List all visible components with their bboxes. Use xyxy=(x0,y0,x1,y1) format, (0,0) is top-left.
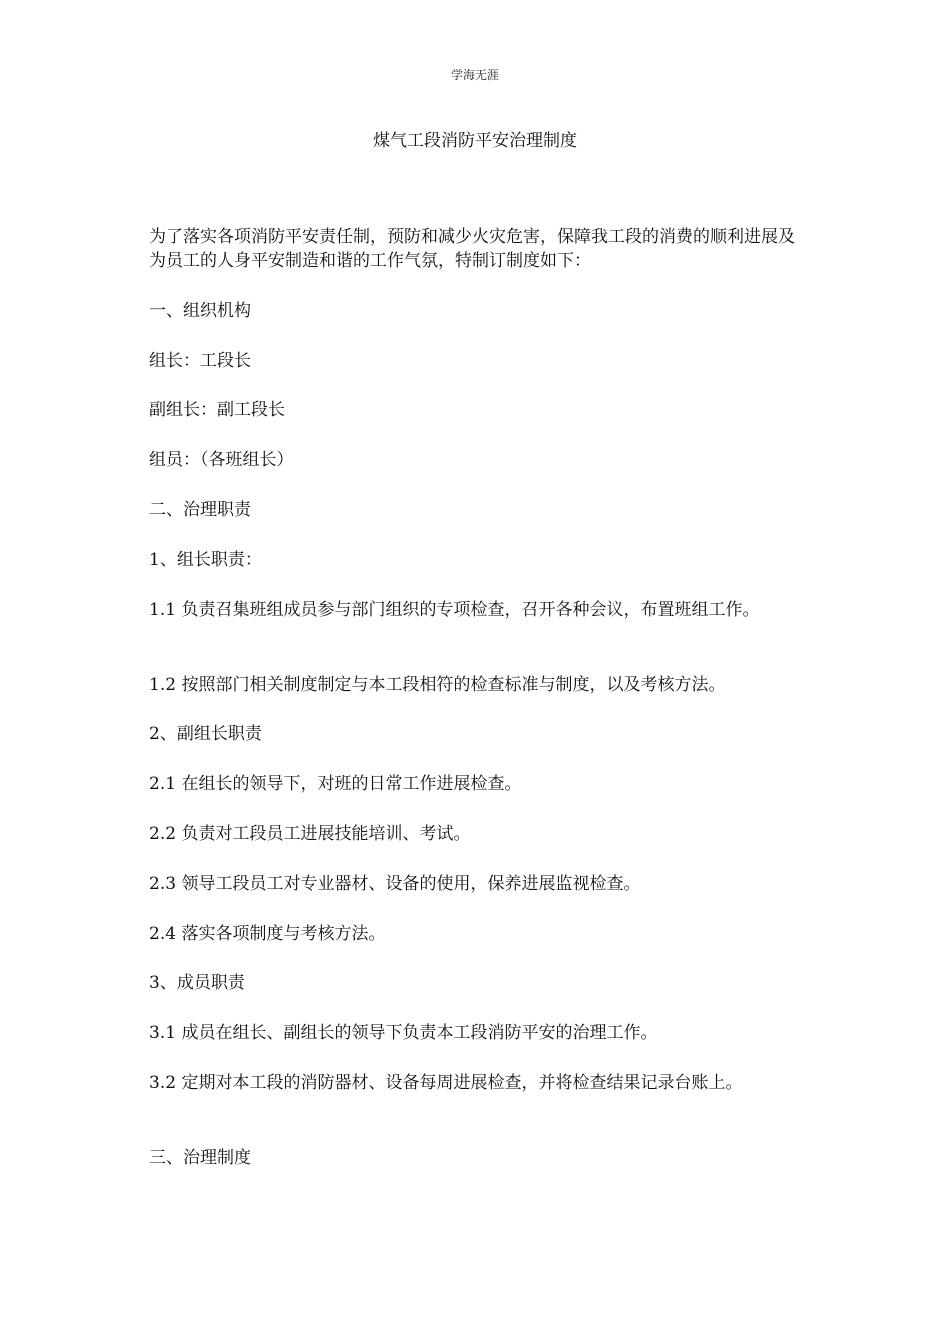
paragraph-2-4: 2.4 落实各项制度与考核方法。 xyxy=(149,924,386,944)
subheading-2: 2、副组长职责 xyxy=(149,724,262,744)
paragraph-2-1: 2.1 在组长的领导下，对班的日常工作进展检查。 xyxy=(149,774,522,794)
section-heading-1: 一、组织机构 xyxy=(149,301,251,321)
paragraph-1-1: 1.1 负责召集班组成员参与部门组织的专项检查，召开各种会议，布置班组工作。 xyxy=(149,600,760,620)
paragraph-1-2: 1.2 按照部门相关制度制定与本工段相符的检查标准与制度，以及考核方法。 xyxy=(149,675,726,695)
paragraph-3-2: 3.2 定期对本工段的消防器材、设备每周进展检查，并将检查结果记录台账上。 xyxy=(149,1073,743,1093)
page-header: 学海无涯 xyxy=(450,68,499,82)
section-heading-3: 三、治理制度 xyxy=(149,1148,251,1168)
paragraph-2-3: 2.3 领导工段员工对专业器材、设备的使用，保养进展监视检查。 xyxy=(149,874,641,894)
subheading-3: 3、成员职责 xyxy=(149,973,245,993)
intro-paragraph: 为了落实各项消防平安责任制，预防和减少火灾危害，保障我工段的消费的顺利进展及为员工的人身平安制造和谐的工作气氛，特制订制度如下： xyxy=(149,227,795,271)
paragraph-deputy-leader: 副组长：副工段长 xyxy=(149,400,285,420)
subheading-1: 1、组长职责： xyxy=(149,550,262,570)
document-title: 煤气工段消防平安治理制度 xyxy=(373,131,577,151)
paragraph-3-1: 3.1 成员在组长、副组长的领导下负责本工段消防平安的治理工作。 xyxy=(149,1023,658,1043)
paragraph-leader: 组长：工段长 xyxy=(149,351,251,371)
section-heading-2: 二、治理职责 xyxy=(149,500,251,520)
paragraph-members: 组员：（各班组长） xyxy=(149,450,294,470)
paragraph-2-2: 2.2 负责对工段员工进展技能培训、考试。 xyxy=(149,824,471,844)
